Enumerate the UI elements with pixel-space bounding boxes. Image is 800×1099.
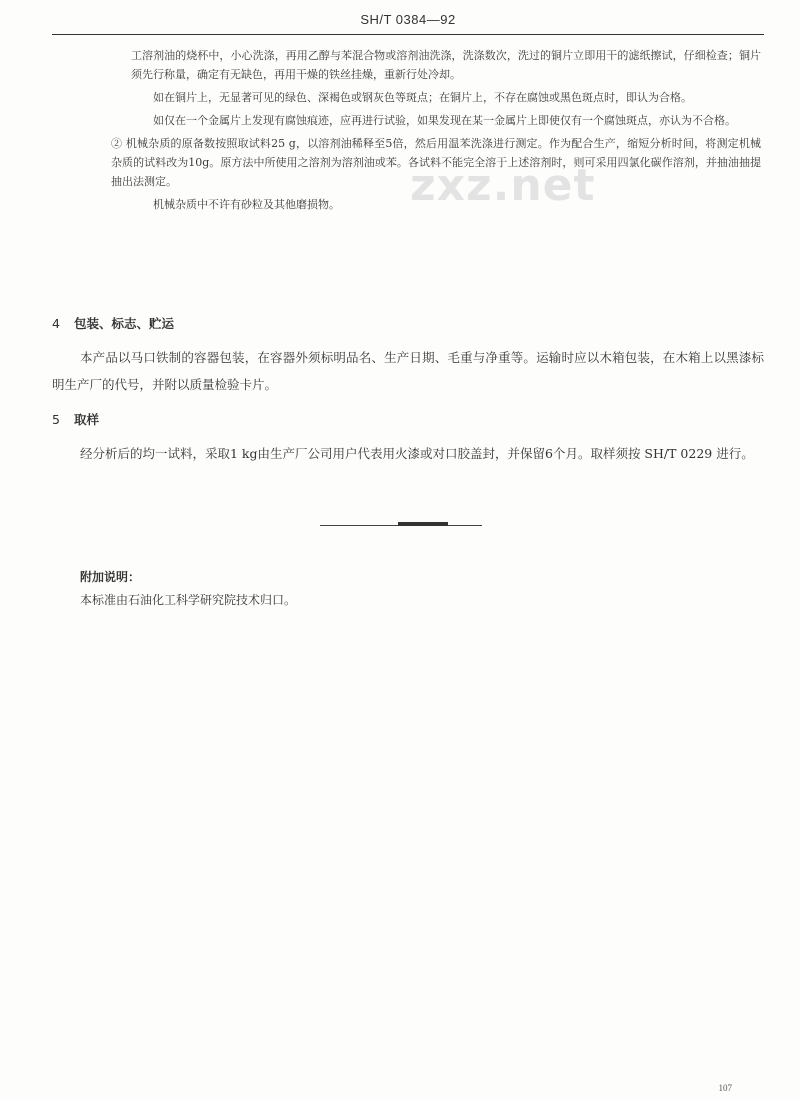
section-heading xyxy=(52,410,764,428)
addendum-text: 本标准由石油化工科学研究院技术归口。 xyxy=(80,593,297,607)
addendum-title: 附加说明： xyxy=(80,570,141,584)
note-paragraph-5: 机械杂质中不许有砂粒及其他磨损物。 xyxy=(153,198,340,211)
section-packaging xyxy=(52,314,764,398)
section-heading xyxy=(52,314,764,332)
section-number: 4 xyxy=(52,316,60,331)
note-paragraph-2: 如在铜片上，无显著可见的绿色、深褐色或钢灰色等斑点；在铜片上，不存在腐蚀或黑色斑点时，即认为合格。 xyxy=(153,91,692,104)
page-number: 107 xyxy=(718,1083,732,1093)
section-sampling xyxy=(52,410,764,467)
section-title: 取样 xyxy=(74,412,100,427)
note-paragraph-4: ② 机械杂质的原备数按照取试料25 g，以溶剂油稀释至5倍，然后用温苯洗涤进行测定。作为配合生产，缩短分析时间，将测定机械杂质的试料改为10g。原方法中所使用之溶剂为溶剂油或苯。各试料不能完全溶于上述溶剂时，则可采用四氯化碳作溶剂，并抽油抽提抽出法测定。 xyxy=(111,137,761,188)
section-title: 包装、标志、贮运 xyxy=(74,316,175,331)
standard-code: SH/T 0384—92 xyxy=(360,12,456,27)
note-paragraph-3: 如仅在一个金属片上发现有腐蚀痕迹，应再进行试验，如果发现在某一金属片上即使仅有一个腐蚀斑点，亦认为不合格。 xyxy=(153,114,736,127)
section-body: 本产品以马口铁制的容器包装，在容器外须标明品名、生产日期、毛重与净重等。运输时应以木箱包装，在木箱上以黑漆标明生产厂的代号，并附以质量检验卡片。 xyxy=(52,350,764,392)
header-rule xyxy=(52,34,764,35)
section-body: 经分析后的均一试料，采取1 kg由生产厂公司用户代表用火漆或对口胶盖封，并保留6个月。取样须按 SH/T 0229 进行。 xyxy=(80,446,754,461)
notes-block xyxy=(111,46,761,218)
addendum xyxy=(80,568,680,608)
end-separator-mark xyxy=(398,522,448,526)
watermark: zxz.net xyxy=(410,160,596,211)
section-number: 5 xyxy=(52,412,60,427)
note-paragraph-1: 工溶剂油的烧杯中，小心洗涤，再用乙醇与苯混合物或溶剂油洗涤，洗涤数次，洗过的铜片立即用干的滤纸擦试，仔细检查；铜片须先行称量，确定有无缺色，再用干燥的铁丝挂燥，重新行处冷却。 xyxy=(131,49,761,81)
page-header xyxy=(52,10,764,36)
